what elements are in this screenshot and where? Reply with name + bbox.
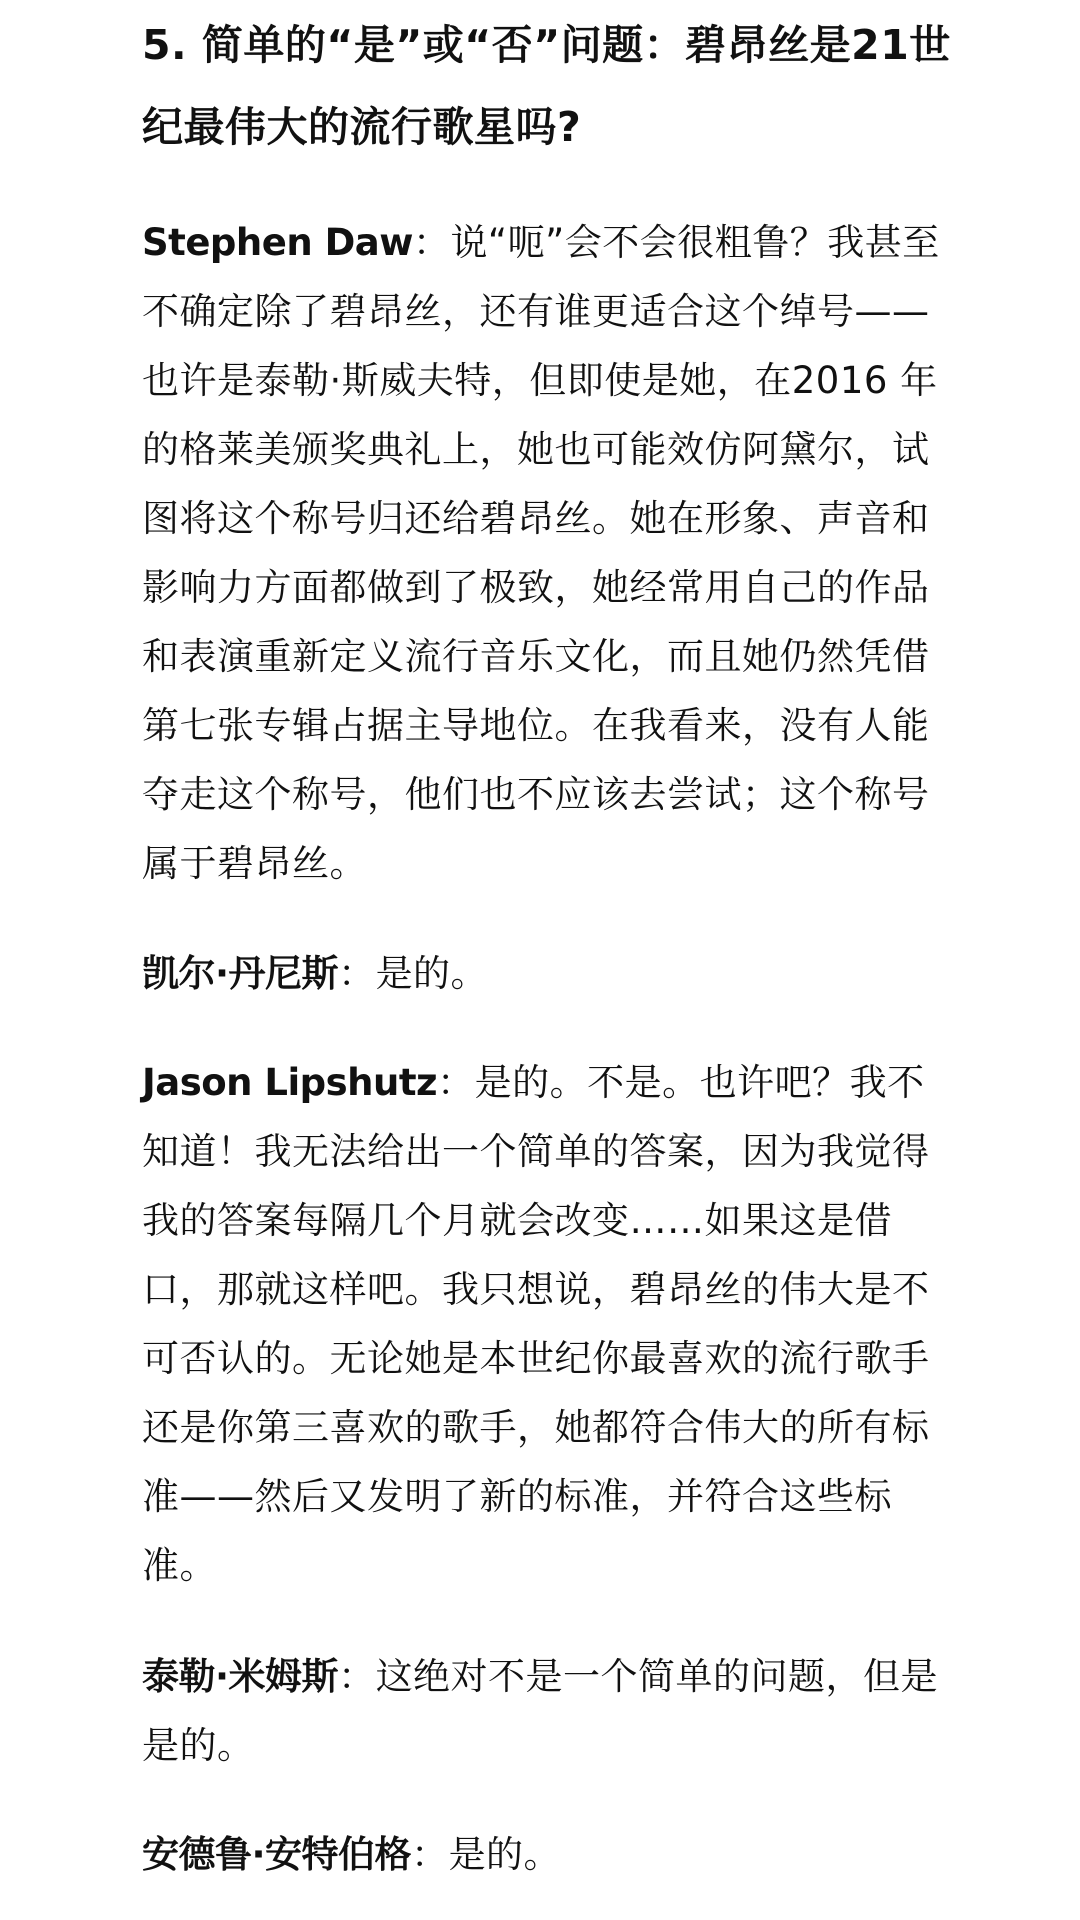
answer-text: 是的。 — [448, 1833, 562, 1876]
speaker-name: 泰勒·米姆斯 — [142, 1655, 339, 1698]
answer-text: 是的。 — [375, 952, 489, 995]
answer-paragraph-stephen-daw — [142, 208, 962, 898]
speaker-name: 凯尔·丹尼斯 — [142, 952, 339, 995]
answer-paragraph-andrew-unterberger — [142, 1820, 962, 1889]
question-heading: 5. 简单的“是”或“否”问题：碧昂丝是21世纪最伟大的流行歌星吗? — [142, 21, 951, 151]
answer-text: 这绝对不是一个简单的问题，但是是的。 — [142, 1655, 939, 1767]
speaker-name: Jason Lipshutz — [142, 1061, 438, 1104]
answer-text: 说“呃”会不会很粗鲁？我甚至不确定除了碧昂丝，还有谁更适合这个绰号——也许是泰勒·斯威夫特，但即使是她，在2016 年的格莱美颁奖典礼上，她也可能效仿阿黛尔，试图将这个称号归还给碧昂丝。她在形象、声音和影响力方面都做到了极致，她经常用自己的作品和表演重新定义流行音乐文化，而且她仍然凭借第七张专辑占据主导地位。在我看来，没有人能夺走这个称号，他们也不应该去尝试；这个称号属于碧昂丝。 — [142, 221, 940, 885]
speaker-separator: ： — [338, 1655, 376, 1698]
answer-text: 是的。不是。也许吧？我不知道！我无法给出一个简单的答案，因为我觉得我的答案每隔几个月就会改变……如果这是借口，那就这样吧。我只想说，碧昂丝的伟大是不可否认的。无论她是本世纪你最喜欢的流行歌手还是你第三喜欢的歌手，她都符合伟大的所有标准——然后又发明了新的标准，并符合这些标准。 — [142, 1061, 930, 1587]
speaker-separator: ： — [412, 221, 451, 264]
speaker-name: 安德鲁·安特伯格 — [142, 1833, 412, 1876]
article-body — [142, 0, 962, 1889]
answer-paragraph-taylor-mims — [142, 1642, 962, 1780]
speaker-separator: ： — [338, 952, 376, 995]
speaker-separator: ： — [411, 1833, 449, 1876]
speaker-separator: ： — [437, 1061, 475, 1104]
answer-paragraph-jason-lipshutz — [142, 1048, 962, 1600]
answer-paragraph-kyle-dennis — [142, 939, 962, 1008]
speaker-name: Stephen Daw — [142, 221, 413, 264]
